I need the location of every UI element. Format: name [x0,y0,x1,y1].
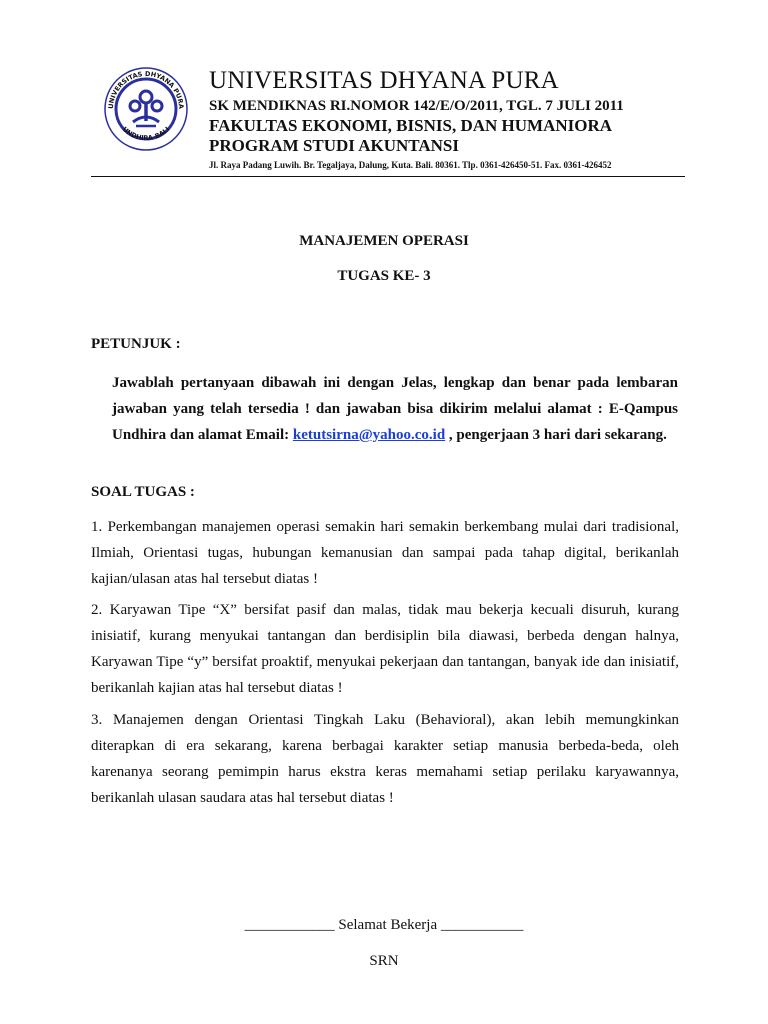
letterhead [209,66,624,171]
university-logo [103,66,189,152]
instructions-text-part2: , pengerjaan 3 hari dari sekarang. [445,427,667,443]
address-line: Jl. Raya Padang Luwih. Br. Tegaljaya, Dalung, Kuta. Bali. 80361. Tlp. 0361-426450-51. Fax. 0361-426452 [209,160,612,170]
university-seal-icon [103,66,189,152]
instructions-text [112,370,678,448]
header-divider [91,176,685,177]
faculty-name: FAKULTAS EKONOMI, BISNIS, DAN HUMANIORA [209,116,613,135]
closing-line: ____________ Selamat Bekerja ___________ [244,917,524,933]
questions-heading: SOAL TUGAS : [91,484,195,500]
assignment-title: TUGAS KE- 3 [337,268,431,284]
instructions-heading: PETUNJUK : [91,336,181,352]
sk-decree: SK MENDIKNAS RI.NOMOR 142/E/O/2011, TGL. 7 JULI 2011 [209,98,624,114]
course-title: MANAJEMEN OPERASI [299,233,469,249]
email-link[interactable]: ketutsirna@yahoo.co.id [292,427,446,443]
instructions-text-part1: Jawablah pertanyaan dibawah ini dengan Jelas, lengkap dan benar pada lembaran jawaban yang telah tersedia ! dan jawaban bisa dikirim melalui alamat : E-Qampus Undhira dan alamat Email: [112,375,678,443]
question-item: 2. Karyawan Tipe “X” bersifat pasif dan malas, tidak mau bekerja kecuali disuruh, kurang inisiatif, kurang menyukai tantangan dan berdisiplin bila diawasi, berbeda dengan halnya, Karyawan Tipe “y” bersifat proaktif, menyukai pekerjaan dan tantangan, banyak ide dan inisiatif, berikanlah kajian atas hal tersebut diatas ! [91,602,679,696]
logo-ring-text-top: UNIVERSITAS DHYANA PURA [106,69,186,110]
question-item: 1. Perkembangan manajemen operasi semakin hari semakin berkembang mulai dari tradisional, Ilmiah, Orientasi tugas, hubungan kemanusian dan sampai pada tahap digital, berikanlah kajian/ulasan atas hal tersebut diatas ! [91,519,679,587]
svg-text:UNDHIRA-BALI [121,125,171,142]
question-item: 3. Manajemen dengan Orientasi Tingkah Laku (Behavioral), akan lebih memungkinkan diterapkan di era sekarang, karena berbagai karakter setiap manusia berbeda-beda, oleh karenanya seorang pemimpin harus ekstra keras memahami setiap perilaku karyawannya, berikanlah ulasan saudara atas hal tersebut diatas ! [91,712,679,806]
logo-ring-text-bottom: UNDHIRA-BALI [120,125,172,143]
university-name: UNIVERSITAS DHYANA PURA [209,67,559,94]
program-name: PROGRAM STUDI AKUNTANSI [209,136,459,155]
signature: SRN [369,953,399,969]
